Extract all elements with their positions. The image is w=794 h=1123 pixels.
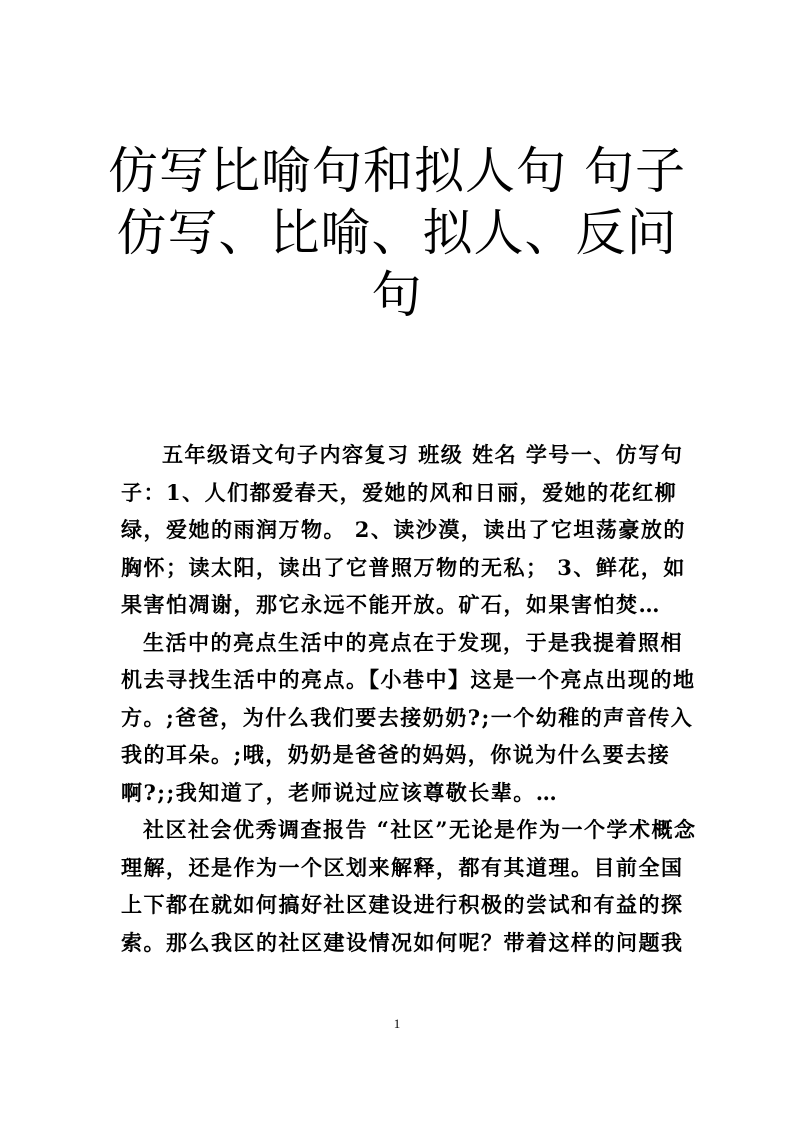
text-line: 理解，还是作为一个区划来解释，都有其道理。目前全国: [121, 854, 684, 880]
text-line: 索。那么我区的社区建设情况如何呢？带着这样的问题我: [121, 929, 684, 955]
text-line: 生活中的亮点生活中的亮点在于发现，于是我提着照相: [143, 629, 683, 655]
text-line: 子：1、人们都爱春天，爱她的风和日丽，爱她的花红柳: [121, 479, 678, 505]
paragraph-life-highlights: [121, 624, 696, 812]
document-body: [121, 436, 697, 961]
title-line: 句: [371, 266, 423, 324]
text-line: 机去寻找生活中的亮点。【小巷中】这是一个亮点出现的地: [121, 667, 696, 692]
text-line: 绿，爱她的雨润万物。 2、读沙漠，读出了它坦荡豪放的: [121, 517, 686, 542]
document-title: [100, 140, 694, 326]
text-line: 啊?;;我知道了，老师说过应该尊敬长辈。…: [121, 779, 559, 805]
page-number: 1: [393, 1016, 401, 1031]
text-line: 五年级语文句子内容复习 班级 姓名 学号一、仿写句: [162, 442, 684, 467]
text-line: 我的耳朵。;哦，奶奶是爸爸的妈妈，你说为什么要去接: [121, 742, 671, 767]
title-line: 仿写比喻句和拟人句 句子: [108, 142, 686, 200]
text-line: 胸怀；读太阳，读出了它普照万物的无私； 3、鲜花，如: [121, 554, 686, 580]
text-line: 方。;爸爸，为什么我们要去接奶奶?;一个幼稚的声音传入: [121, 704, 694, 730]
text-line: 果害怕凋谢，那它永远不能开放。矿石，如果害怕焚…: [121, 592, 661, 617]
text-line: 上下都在就如何搞好社区建设进行积极的尝试和有益的探: [121, 892, 684, 917]
paragraph-sentence-review: [121, 436, 686, 624]
text-line: 社区社会优秀调查报告 “社区”无论是作为一个学术概念: [143, 817, 697, 842]
title-line: 仿写、比喻、拟人、反问: [116, 204, 678, 262]
paragraph-community-report: [121, 811, 697, 961]
